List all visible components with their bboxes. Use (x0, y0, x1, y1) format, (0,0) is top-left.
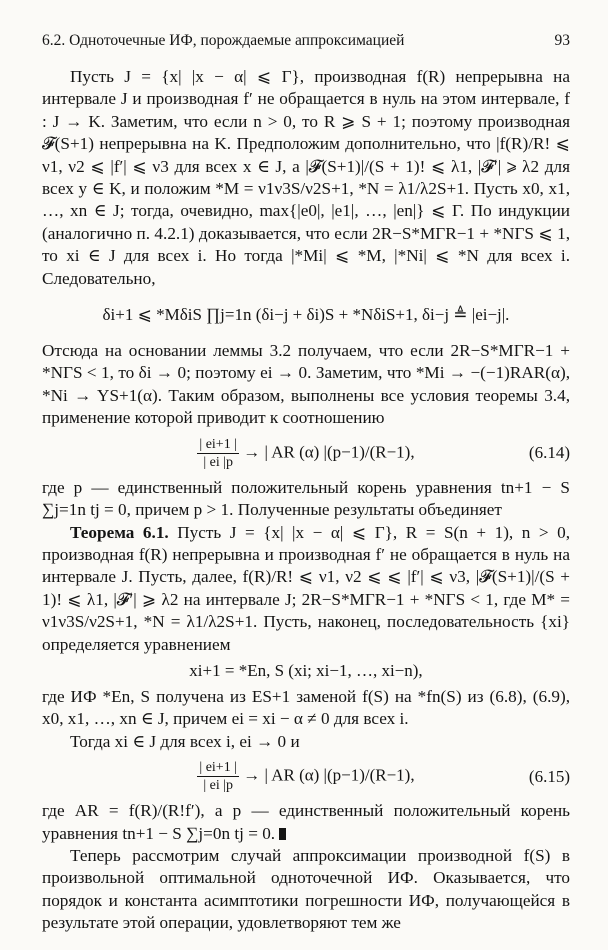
running-title: 6.2. Одноточечные ИФ, порождаемые аппроксимацией (42, 32, 405, 49)
equation-6-14-numerator: | ei+1 | (199, 436, 237, 452)
theorem-6-1 (42, 522, 570, 656)
paragraph-7: Теперь рассмотрим случай аппроксимации производной f(S) в произвольной оптимальной одноточечной ИФ. Оказывается, что порядок и константа асимптотики погрешности ИФ, получающейся в результате этой операции, удовлетворяют тем же (42, 845, 570, 933)
paragraph-1: Пусть J = {x| |x − α| ⩽ Γ}, производная f(R) непрерывна на интервале J и производная f′ не обращается в нуль на этом интервале, f : J → K. Заметим, что если n > 0, то R ⩾ S + 1; поэтому производная 𝓕(S+1) непрерывна на K. Предположим дополнительно, что |f(R)/R! ⩽ ν1, ν2 ⩽ |f′| ⩽ ν3 для всех x ∈ J, а |𝓕(S+1)|/(S + 1)! ⩽ λ1, |𝓕′| ⩾ λ2 для всех y ∈ K, и положим *M = ν1ν3S/ν2S+1, *N = λ1/λ2S+1. Пусть x0, x1, …, xn ∈ J; тогда, очевидно, max{|e0|, |e1|, …, |en|} ⩽ Γ. По индукции (аналогично п. 4.2.1) доказывается, что если 2R−S*MΓR−1 + *NΓS ⩽ 1, то xi ∈ J для всех i. Но тогда |*Mi| ⩽ *M, |*Ni| ⩽ *N для всех i. Следовательно, (42, 67, 570, 288)
equation-6-14-denominator: | ei |p (203, 454, 234, 470)
end-of-proof-mark (279, 828, 286, 840)
theorem-title: Теорема 6.1. (70, 522, 169, 542)
page-number: 93 (554, 32, 570, 49)
paragraph-2: Отсюда на основании леммы 3.2 получаем, что если 2R−S*MΓR−1 + *NΓS < 1, то δi → 0; поэтому ei → 0. Заметим, что *Mi → −(−1)RAR(α), *Ni → YS+1(α). Таким образом, выполнены все условия теоремы 3.4, применение которой приводит к соотношению (42, 341, 570, 428)
paragraph-4: где ИФ *En, S получена из ES+1 заменой f(S) на *fn(S) из (6.8), (6.9), x0, x1, …, xn ∈ J, причем ei = xi − α ≠ 0 для всех i. (42, 686, 570, 729)
equation-6-14-label: (6.14) (528, 443, 570, 463)
equation-6-15 (42, 759, 570, 794)
equation-iteration-body: xi+1 = *En, S (xi; xi−1, …, xi−n), (189, 660, 423, 680)
equation-6-14 (42, 436, 570, 471)
page-body (42, 66, 570, 935)
equation-6-15-fraction (197, 759, 239, 794)
theorem-text: Пусть J = {x| |x − α| ⩽ Γ}, R = S(n + 1), n > 0, производная f(R) непрерывна и производная f′ не обращается в нуль на интервале J. Пусть, далее, f(R)/R! ⩽ ν1, ν2 ⩽ ⩽ |f′| ⩽ ν3, |𝓕(S+1)|/(S + 1)! ⩽ λ1, |𝓕′| ⩾ λ2 на интервале J; 2R−S*MΓR−1 + *NΓS < 1, где M* = ν1ν3S/ν2S+1, *N = λ1/λ2S+1. Пусть, наконец, последовательность {xi} определяется уравнением (42, 522, 571, 654)
equation-delta (42, 304, 570, 326)
paragraph-6-text: где AR = f(R)/(R!f′), а p — единственный положительный корень уравнения tn+1 − S ∑j=0n tj = 0. (42, 801, 571, 843)
equation-6-14-fraction (197, 436, 239, 471)
paragraph-5: Тогда xi ∈ J для всех i, ei → 0 и (70, 731, 300, 751)
equation-6-15-denominator: | ei |p (203, 778, 234, 794)
equation-delta-body: δi+1 ⩽ *MδiS ∏j=1n (δi−j + δi)S + *NδiS+1, δi−j ≜ |ei−j|. (102, 305, 510, 325)
paragraph-3: где p — единственный положительный корень уравнения tn+1 − S ∑j=1n tj = 0, причем p > 1. Полученные результаты объединяет (42, 477, 570, 520)
equation-iteration (42, 660, 570, 682)
equation-6-14-rhs: → | AR (α) |(p−1)/(R−1), (243, 442, 415, 462)
equation-6-15-numerator: | ei+1 | (199, 760, 237, 776)
equation-6-15-label: (6.15) (528, 766, 570, 786)
paragraph-6 (42, 800, 570, 845)
equation-6-15-rhs: → | AR (α) |(p−1)/(R−1), (243, 765, 415, 785)
